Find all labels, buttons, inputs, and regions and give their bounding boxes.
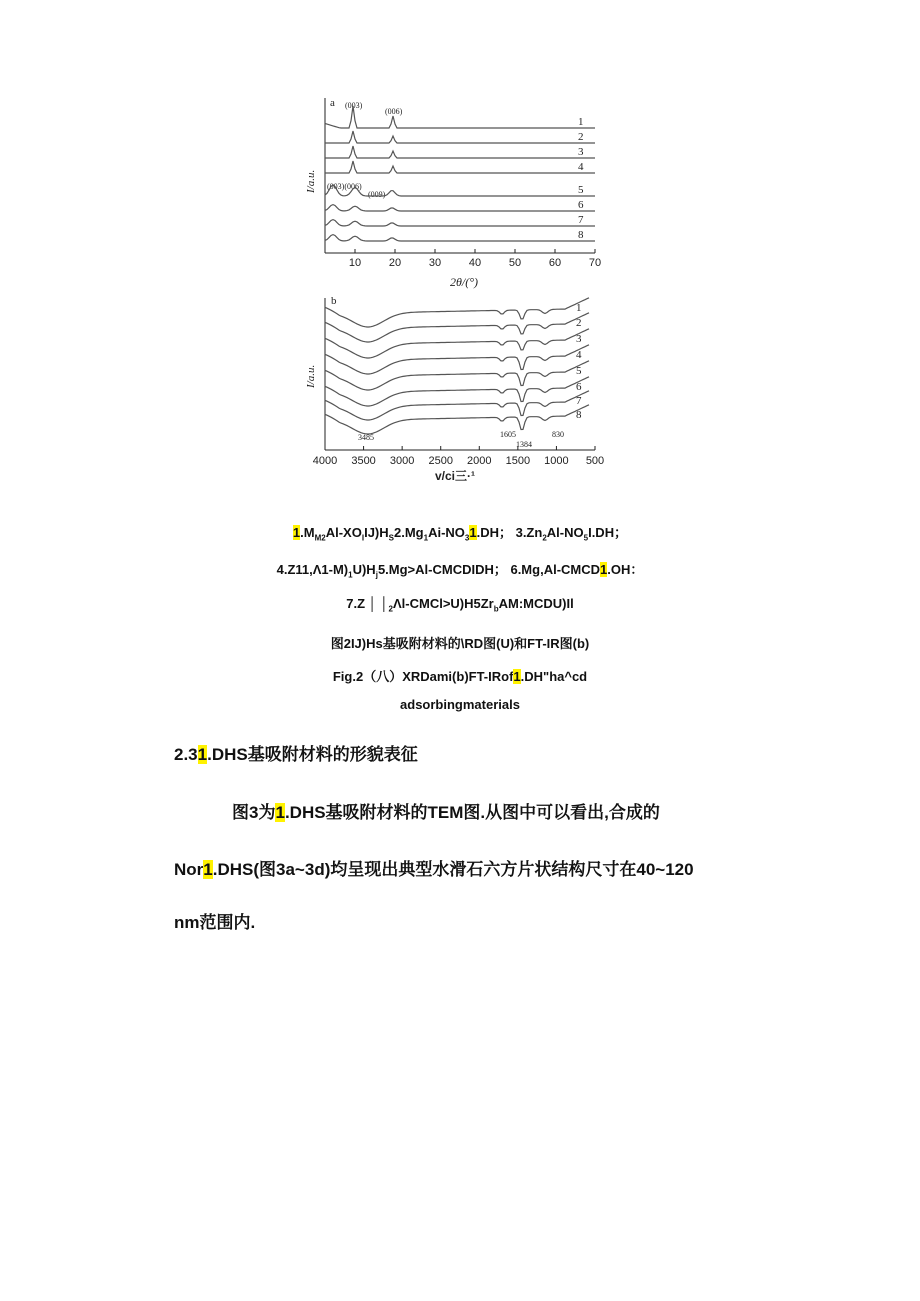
ftir-curves <box>325 298 589 434</box>
ftir-y-label: I/a.u. <box>305 364 317 388</box>
xrd-panel-label: a <box>330 97 335 109</box>
ftir-tick-label: 1500 <box>505 455 531 467</box>
xrd-curve <box>325 205 595 211</box>
xrd-curve <box>325 235 595 241</box>
ftir-ticks <box>313 446 604 467</box>
xrd-tick-label: 20 <box>388 257 402 269</box>
ftir-curve-label: 3 <box>576 333 582 345</box>
xrd-curve <box>325 220 595 226</box>
ftir-tick-label: 2000 <box>467 455 492 467</box>
ftir-curve-label: 4 <box>576 349 582 361</box>
figure-xrd-ftir <box>300 88 620 488</box>
xrd-tick-label: 10 <box>348 257 362 269</box>
xrd-curve <box>325 106 595 128</box>
ftir-tick-label: 3000 <box>389 455 415 467</box>
ftir-curve <box>325 361 589 390</box>
caption-legend-line-3: 7.Z │ $│_2\Lambda l-CMCl>U)H5Zr_bAM:MCDU)Il$ <box>346 596 574 614</box>
xrd-curves <box>325 106 595 241</box>
ftir-curve <box>325 329 589 358</box>
xrd-peak-label: (009) <box>368 190 386 199</box>
ftir-tick-label: 1000 <box>544 455 569 467</box>
xrd-peak-label: (006) <box>385 107 403 116</box>
ftir-panel <box>305 295 604 483</box>
ftir-band-label: 3485 <box>358 433 374 442</box>
paragraph-line-2: Nor1.DHS(图3a~3d)均呈现出典型水滑石六方片状结构尺寸在40~120 <box>174 860 694 879</box>
paragraph-line-3: nm范围内. <box>174 913 256 932</box>
paragraph-line-1: 图3为1.DHS基吸附材料的TEM图.从图中可以看出,合成的 <box>232 803 660 822</box>
ftir-tick-label: 500 <box>585 455 605 467</box>
xrd-peak-label: (003) <box>345 101 363 110</box>
ftir-curve-label: 8 <box>576 409 582 421</box>
xrd-curve-label: 6 <box>578 199 584 211</box>
xrd-curve-label: 3 <box>578 146 584 158</box>
caption-title-en-line-2: adsorbingmaterials <box>400 697 520 712</box>
xrd-curve-label: 8 <box>578 229 584 241</box>
xrd-tick-label: 70 <box>588 257 602 269</box>
ftir-panel-label: b <box>331 295 337 307</box>
ftir-curve <box>325 298 589 327</box>
ftir-tick-label: 3500 <box>351 455 376 467</box>
ftir-curve-label: 6 <box>576 381 582 393</box>
xrd-peak-label: (003)(006) <box>327 182 362 191</box>
ftir-band-label: 830 <box>552 430 564 439</box>
xrd-tick-label: 50 <box>508 257 522 269</box>
ftir-curve-label: 2 <box>576 317 582 329</box>
ftir-curve <box>325 313 589 342</box>
xrd-curve-label: 7 <box>578 214 584 226</box>
ftir-tick-label: 2500 <box>428 455 453 467</box>
xrd-curve-label: 2 <box>578 131 584 143</box>
xrd-curve-label: 1 <box>578 116 584 128</box>
xrd-curve-label: 5 <box>578 184 584 196</box>
ftir-curve-label: 7 <box>576 395 582 407</box>
xrd-curve <box>325 161 595 173</box>
ftir-tick-label: 4000 <box>312 455 338 467</box>
figure-svg <box>300 88 620 488</box>
xrd-ticks <box>349 249 601 269</box>
section-heading: 2.31.DHS基吸附材料的形貌表征 <box>174 745 418 764</box>
ftir-x-label: v/ci三·¹ <box>435 469 476 483</box>
xrd-y-label: I/a.u. <box>305 169 317 193</box>
xrd-curve <box>325 185 595 196</box>
xrd-curve <box>325 131 595 143</box>
xrd-curve-label: 4 <box>578 161 584 173</box>
xrd-tick-label: 40 <box>468 257 482 269</box>
caption-title-zh: 图2IJ)Hs基吸附材料的\RD图(U)和FT-IR图(b) <box>330 636 590 651</box>
caption-title-en-line-1: Fig.2（八）XRDami(b)FT-IRof1.DH"ha^cd <box>332 669 588 684</box>
ftir-band-label: 1384 <box>516 440 532 449</box>
caption-legend-line-2: $4.Z11,\Lambda 1-M)_1U)H_j5.Mg>Al$-CMCDIDH； 6.Mg,Al-CMCD1.OH： <box>276 562 644 580</box>
ftir-curve-label: 5 <box>576 365 582 377</box>
xrd-tick-label: 60 <box>548 257 562 269</box>
ftir-curve <box>325 377 589 406</box>
ftir-band-label: 1605 <box>500 430 516 439</box>
caption-legend-line-1: $1.M_{M2}Al-XO_IIJ)H_S2.Mg_1Ai-NO_31.DH$； $3.Zn_2Al-NO_5I.DH$； <box>292 525 628 543</box>
xrd-tick-label: 30 <box>428 257 442 269</box>
ftir-curve <box>325 345 589 374</box>
xrd-x-label: 2θ/(°) <box>450 275 479 289</box>
ftir-curve-label: 1 <box>576 302 582 314</box>
xrd-panel <box>305 97 601 289</box>
xrd-curve <box>325 146 595 158</box>
